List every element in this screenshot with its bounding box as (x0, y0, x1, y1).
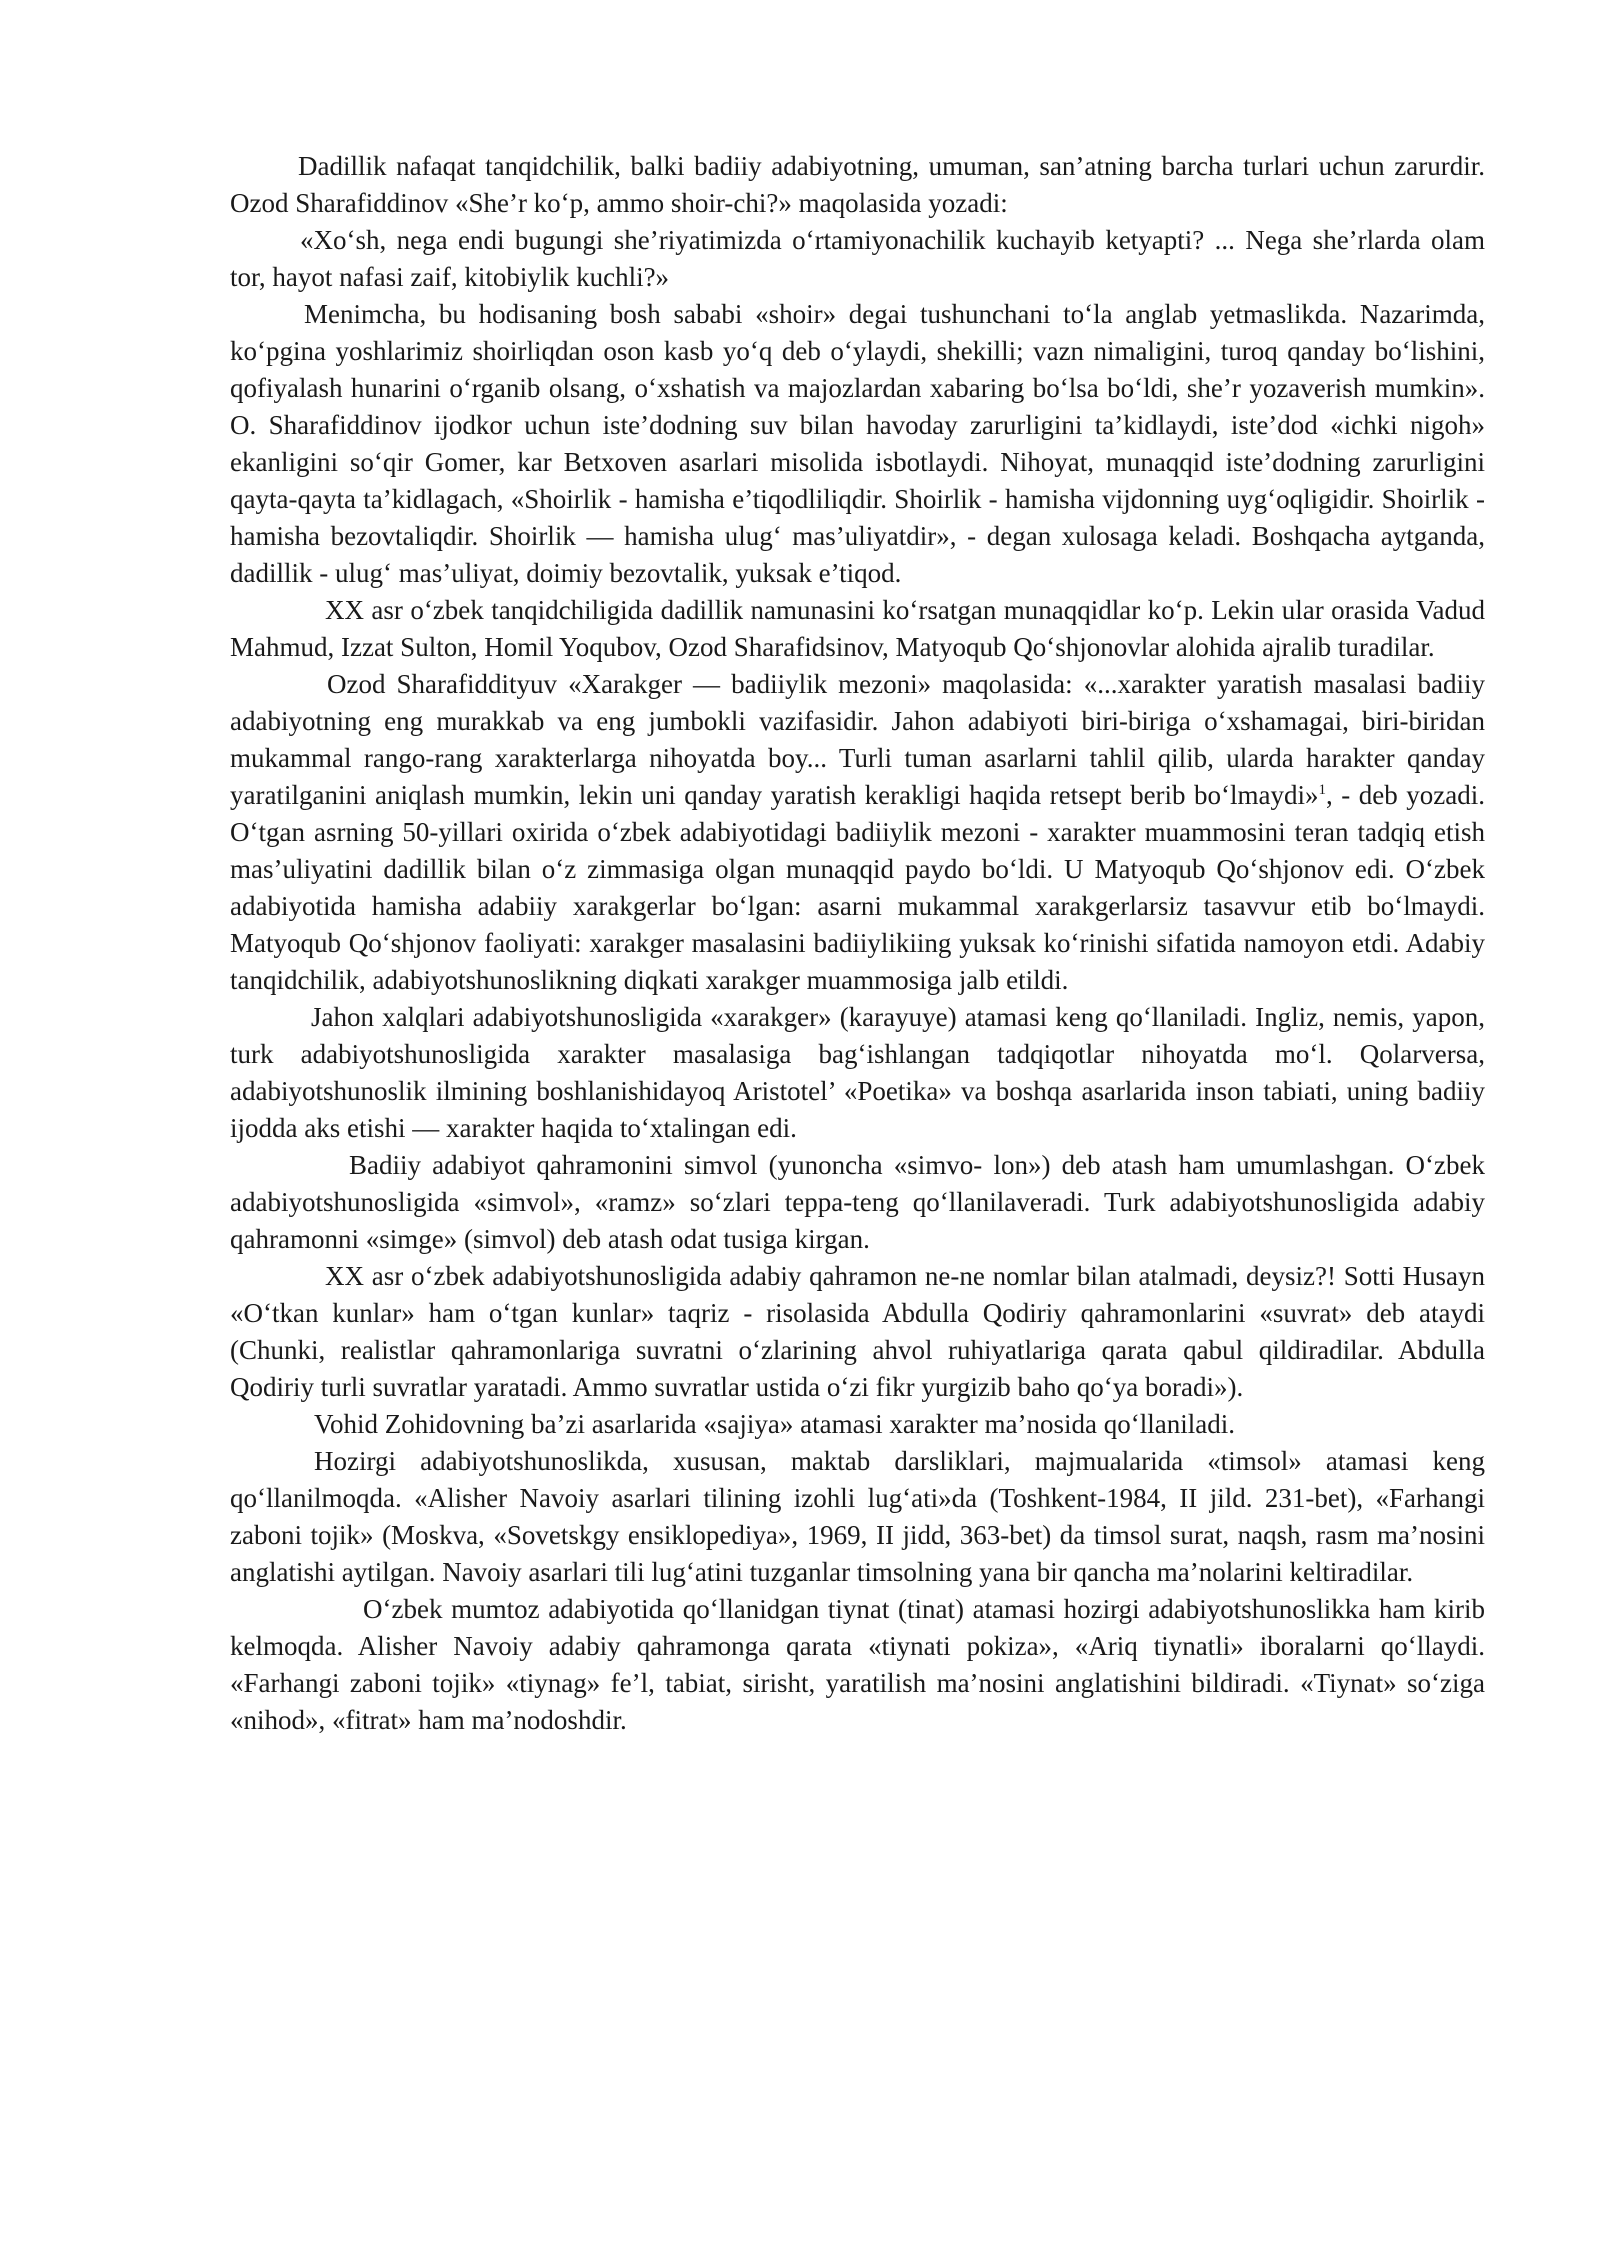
paragraph-timsol: Hozirgi adabiyotshunoslikda, xususan, maktab darsliklari, majmualarida «timsol» atamasi keng qo‘llanilmoqda. «Alisher Navoiy asarlari tilining izohli lug‘ati»da (Toshkent-1984, II jild. 231-bet), «Farhangi zaboni tojik» (Moskva, «Sovetskgy ensiklopediya», 1969, II jidd, 363-bet) da timsol surat, naqsh, rasm ma’nosini anglatishi aytilgan. Navoiy asarlari tili lug‘atini tuzganlar timsolning yana bir qancha ma’nolarini keltiradilar. (230, 1446, 1485, 1587)
paragraph-xarakter-text: Ozod Sharafiddityuv «Xarakger — badiiylik mezoni» maqolasida: «...xarakter yaratish masalasi badiiy adabiyotning eng murakkab va eng jumbokli vazifasidir. Jahon adabiyoti biri-biriga o‘xshamagai, biri-biridan mukammal rango-rang xarakterlarga nihoyatda boy... Turli tuman asarlarni tahlil qilib, ularda harakter qanday yaratilganini aniqlash mumkin, lekin uni qanday yaratish kerakligi haqida retsept berib bo‘lmaydi» (230, 669, 1485, 810)
paragraph-jahon-xalqlari: Jahon xalqlari adabiyotshunosligida «xarakger» (karayuye) atamasi keng qo‘llaniladi. Ingliz, nemis, yapon, turk adabiyotshunosligida xarakter masalasiga bag‘ishlangan tadqiqotlar nihoyatda mo‘l. Qolarversa, adabiyotshunoslik ilmining boshlanishidayoq Aristotel’ «Poetika» va boshqa asarlarida inson tabiati, uning badiiy ijodda aks etishi — xarakter haqida to‘xtalingan edi. (230, 1002, 1485, 1143)
paragraph-xx-asr-qahramon: XX asr o‘zbek adabiyotshunosligida adabiy qahramon ne-ne nomlar bilan atalmadi, deysiz?! Sotti Husayn «O‘tkan kunlar» ham o‘tgan kunlar» taqriz - risolasida Abdulla Qodiriy qahramonlarini «suvrat» deb ataydi (Chunki, realistlar qahramonlariga suvratni o‘zlarining ahvol ruhiyatlariga qarata qabul qildiradilar. Abdulla Qodiriy turli suvratlar yaratadi. Ammo suvratlar ustida o‘zi fikr yurgizib baho qo‘ya boradi»). (230, 1261, 1485, 1402)
paragraph-xarakter-mezoni (230, 666, 1485, 999)
paragraph-sajiya: Vohid Zohidovning ba’zi asarlarida «sajiya» atamasi xarakter ma’nosida qo‘llaniladi. (314, 1409, 1235, 1439)
paragraph-xarakter-continuation: , - deb yozadi. O‘tgan asrning 50-yillari oxirida o‘zbek adabiyotidagi badiiylik mezoni - xarakter muammosini teran tadqiq etish mas’uliyatini dadillik bilan o‘z zimmasiga olgan munaqqid paydo bo‘ldi. U Matyoqub Qo‘shjonov edi. O‘zbek adabiyotida hamisha adabiiy xarakgerlar bo‘lgan: asarni mukammal xarakgerlarsiz tasavvur etib bo‘lmaydi. Matyoqub Qo‘shjonov faoliyati: xarakger masalasini badiiylikiing yuksak ko‘rinishi sifatida namoyon etdi. Adabiy tanqidchilik, adabiyotshunoslikning diqkati xarakger muammosiga jalb etildi. (230, 780, 1485, 995)
paragraph-tiynat: O‘zbek mumtoz adabiyotida qo‘llanidgan tiynat (tinat) atamasi hozirgi adabiyotshunoslikka ham kirib kelmoqda. Alisher Navoiy adabiy qahramonga qarata «tiynati pokiza», «Ariq tiynatli» iboralarni qo‘llaydi. «Farhangi zaboni tojik» «tiynag» fe’l, tabiat, sirisht, yaratilish ma’nosini anglatishini bildiradi. «Tiynat» so‘ziga «nihod», «fitrat» ham ma’nodoshdir. (230, 1594, 1485, 1735)
paragraph-simvol: Badiiy adabiyot qahramonini simvol (yunoncha «simvo- lon») deb atash ham umumlashgan. O‘zbek adabiyotshunosligida «simvol», «ramz» so‘zlari teppa-teng qo‘llanilaveradi. Turk adabiyotshunosligida adabiy qahramonni «simge» (simvol) deb atash odat tusiga kirgan. (230, 1150, 1485, 1254)
paragraph-menimcha: Menimcha, bu hodisaning bosh sababi «shoir» degai tushunchani to‘la anglab yetmaslikda. Nazarimda, ko‘pgina yoshlarimiz shoirliqdan oson kasb yo‘q deb o‘ylaydi, shekilli; vazn nimaligini, turoq qanday bo‘lishini, qofiyalash hunarini o‘rganib olsang, o‘xshatish va majozlardan xabaring bo‘lsa bo‘ldi, she’r yozaverish mumkin». O. Sharafiddinov ijodkor uchun iste’dodning suv bilan havoday zarurligini ta’kidlaydi, iste’dod «ichki nigoh» ekanligini so‘qir Gomer, kar Betxoven asarlari misolida isbotlaydi. Nihoyat, munaqqid iste’dodning zarurligini qayta-qayta ta’kidlagach, «Shoirlik - hamisha e’tiqodliliqdir. Shoirlik - hamisha vijdonning uyg‘oqligidir. Shoirlik - hamisha bezovtaliqdir. Shoirlik — hamisha ulug‘ mas’uliyatdir», - degan xulosaga keladi. Boshqacha aytganda, dadillik - ulug‘ mas’uliyat, doimiy bezovtalik, yuksak e’tiqod. (230, 299, 1485, 588)
document-body (230, 148, 1485, 1739)
paragraph-dadillik: Dadillik nafaqat tanqidchilik, balki badiiy adabiyotning, umuman, san’atning barcha turlari uchun zarurdir. Ozod Sharafiddinov «She’r ko‘p, ammo shoir-chi?» maqolasida yozadi: (230, 151, 1485, 218)
paragraph-quote-sharafiddinov: «Xo‘sh, nega endi bugungi she’riyatimizda o‘rtamiyonachilik kuchayib ketyapti? ... Nega she’rlarda olam tor, hayot nafasi zaif, kitobiylik kuchli?» (230, 225, 1485, 292)
paragraph-xx-asr-tanqidchilik: XX asr o‘zbek tanqidchiligida dadillik namunasini ko‘rsatgan munaqqidlar ko‘p. Lekin ular orasida Vadud Mahmud, Izzat Sulton, Homil Yoqubov, Ozod Sharafidsinov, Matyoqub Qo‘shjonovlar alohida ajralib turadilar. (230, 595, 1485, 662)
footnote-marker: 1 (1318, 782, 1327, 798)
